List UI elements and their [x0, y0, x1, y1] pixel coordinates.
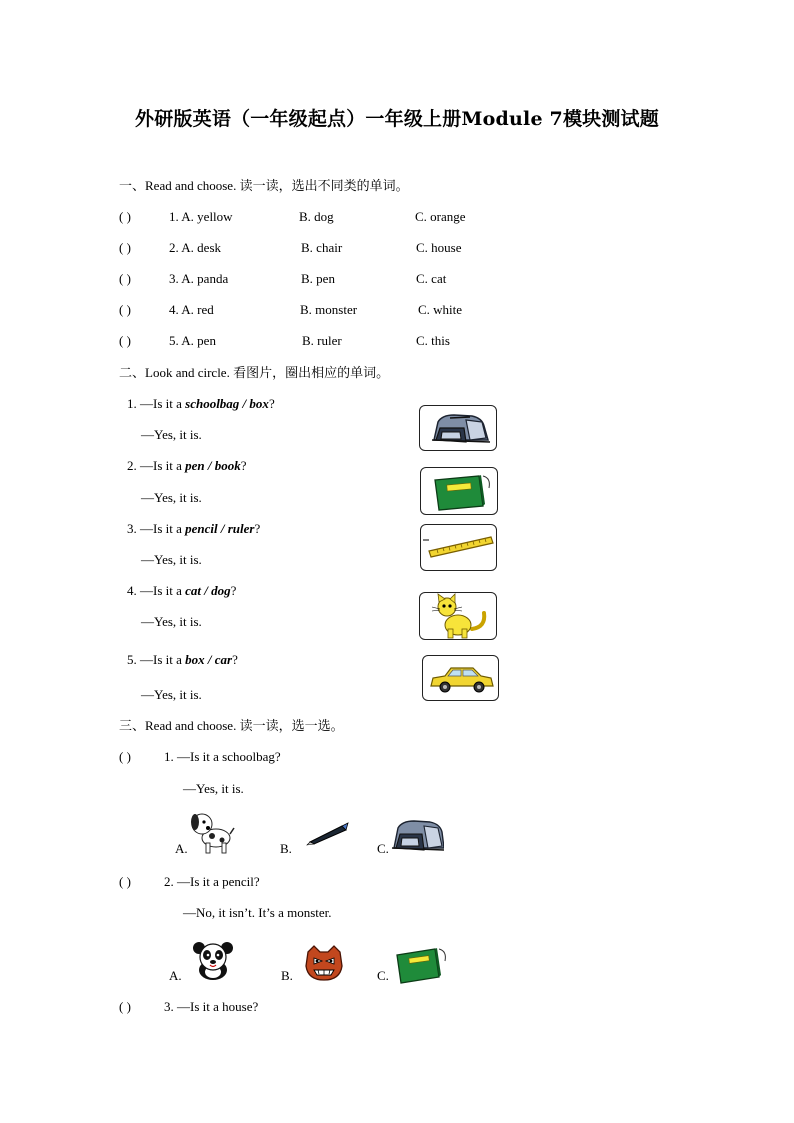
question: 2. —Is it a pencil? — [164, 874, 260, 889]
ruler-picture — [420, 524, 497, 571]
answer-paren: ( ) — [119, 209, 131, 224]
answer: —Yes, it is. — [141, 687, 202, 702]
option-a: 1. A. yellow — [169, 209, 233, 224]
option-b: B. dog — [299, 209, 334, 224]
section3-heading: 三、Read and choose. 读一读，选一选。 — [119, 718, 344, 733]
option-a: 5. A. pen — [169, 333, 216, 348]
pen-icon — [306, 820, 350, 846]
answer: —Yes, it is. — [141, 427, 202, 442]
question: 1. —Is it a schoolbag? — [164, 749, 281, 764]
question-text: 4. —Is it a — [127, 583, 186, 598]
schoolbag-icon — [388, 816, 444, 854]
circle-options: pencil / ruler — [185, 521, 255, 536]
circle-options: box / car — [185, 652, 233, 667]
cat-icon — [420, 593, 496, 639]
option-a: 2. A. desk — [169, 240, 221, 255]
page-title: 外研版英语（一年级起点）一年级上册Module 7模块测试题 — [135, 108, 659, 130]
answer: —No, it isn’t. It’s a monster. — [183, 905, 332, 920]
cat-picture — [419, 592, 497, 640]
choice-b-label: B. — [280, 841, 292, 856]
option-b: B. ruler — [302, 333, 342, 348]
option-a: 4. A. red — [169, 302, 214, 317]
answer-paren: ( ) — [119, 999, 131, 1014]
dog-icon — [186, 810, 236, 854]
answer: —Yes, it is. — [141, 552, 202, 567]
answer: —Yes, it is. — [141, 490, 202, 505]
circle-options: schoolbag / box — [185, 396, 269, 411]
question — [127, 583, 236, 599]
question-text: 5. —Is it a — [127, 652, 186, 667]
schoolbag-icon — [420, 406, 496, 450]
choice-a-label: A. — [169, 968, 182, 983]
choice-a-label: A. — [175, 841, 188, 856]
option-b: B. monster — [300, 302, 358, 317]
answer-paren: ( ) — [119, 874, 131, 889]
car-icon — [423, 656, 498, 700]
option-a: 3. A. panda — [169, 271, 229, 286]
ruler-icon — [421, 525, 496, 570]
circle-options: pen / book — [185, 458, 241, 473]
circle-options: cat / dog — [185, 583, 231, 598]
choice-a-picture — [186, 810, 236, 854]
question-mark: ? — [240, 458, 247, 473]
panda-icon — [191, 940, 235, 982]
option-b: B. pen — [301, 271, 335, 286]
book-picture — [420, 467, 498, 515]
option-c: C. this — [416, 333, 450, 348]
question-mark: ? — [268, 396, 275, 411]
schoolbag-picture — [419, 405, 497, 451]
choice-b-picture — [304, 944, 344, 982]
choice-a-picture — [191, 940, 235, 982]
option-c: C. house — [416, 240, 462, 255]
choice-b-label: B. — [281, 968, 293, 983]
monster-icon — [304, 944, 344, 982]
answer-paren: ( ) — [119, 749, 131, 764]
question — [127, 521, 260, 537]
option-c: C. cat — [416, 271, 447, 286]
question-mark: ? — [232, 652, 238, 667]
question — [127, 458, 247, 474]
question-text: 3. —Is it a — [127, 521, 186, 536]
choice-b-picture — [306, 820, 350, 846]
answer-paren: ( ) — [119, 333, 131, 348]
section1-heading: 一、Read and choose. 读一读，选出不同类的单词。 — [119, 178, 409, 193]
option-c: C. orange — [415, 209, 466, 224]
answer-paren: ( ) — [119, 302, 131, 317]
question — [127, 652, 238, 668]
choice-c-picture — [393, 945, 449, 985]
choice-c-label: C. — [377, 968, 389, 983]
book-icon — [421, 468, 497, 514]
question: 3. —Is it a house? — [164, 999, 259, 1014]
question — [127, 396, 275, 412]
option-b: B. chair — [301, 240, 343, 255]
question-mark: ? — [230, 583, 237, 598]
answer-paren: ( ) — [119, 240, 131, 255]
section2-heading: 二、Look and circle. 看图片，圈出相应的单词。 — [119, 365, 390, 380]
option-c: C. white — [418, 302, 463, 317]
book-icon — [393, 945, 449, 985]
question-mark: ? — [254, 521, 261, 536]
question-text: 1. —Is it a — [127, 396, 186, 411]
car-picture — [422, 655, 499, 701]
answer: —Yes, it is. — [183, 781, 244, 796]
choice-c-picture — [388, 816, 444, 854]
answer: —Yes, it is. — [141, 614, 202, 629]
question-text: 2. —Is it a — [127, 458, 186, 473]
choice-c-label: C. — [377, 841, 389, 856]
answer-paren: ( ) — [119, 271, 131, 286]
